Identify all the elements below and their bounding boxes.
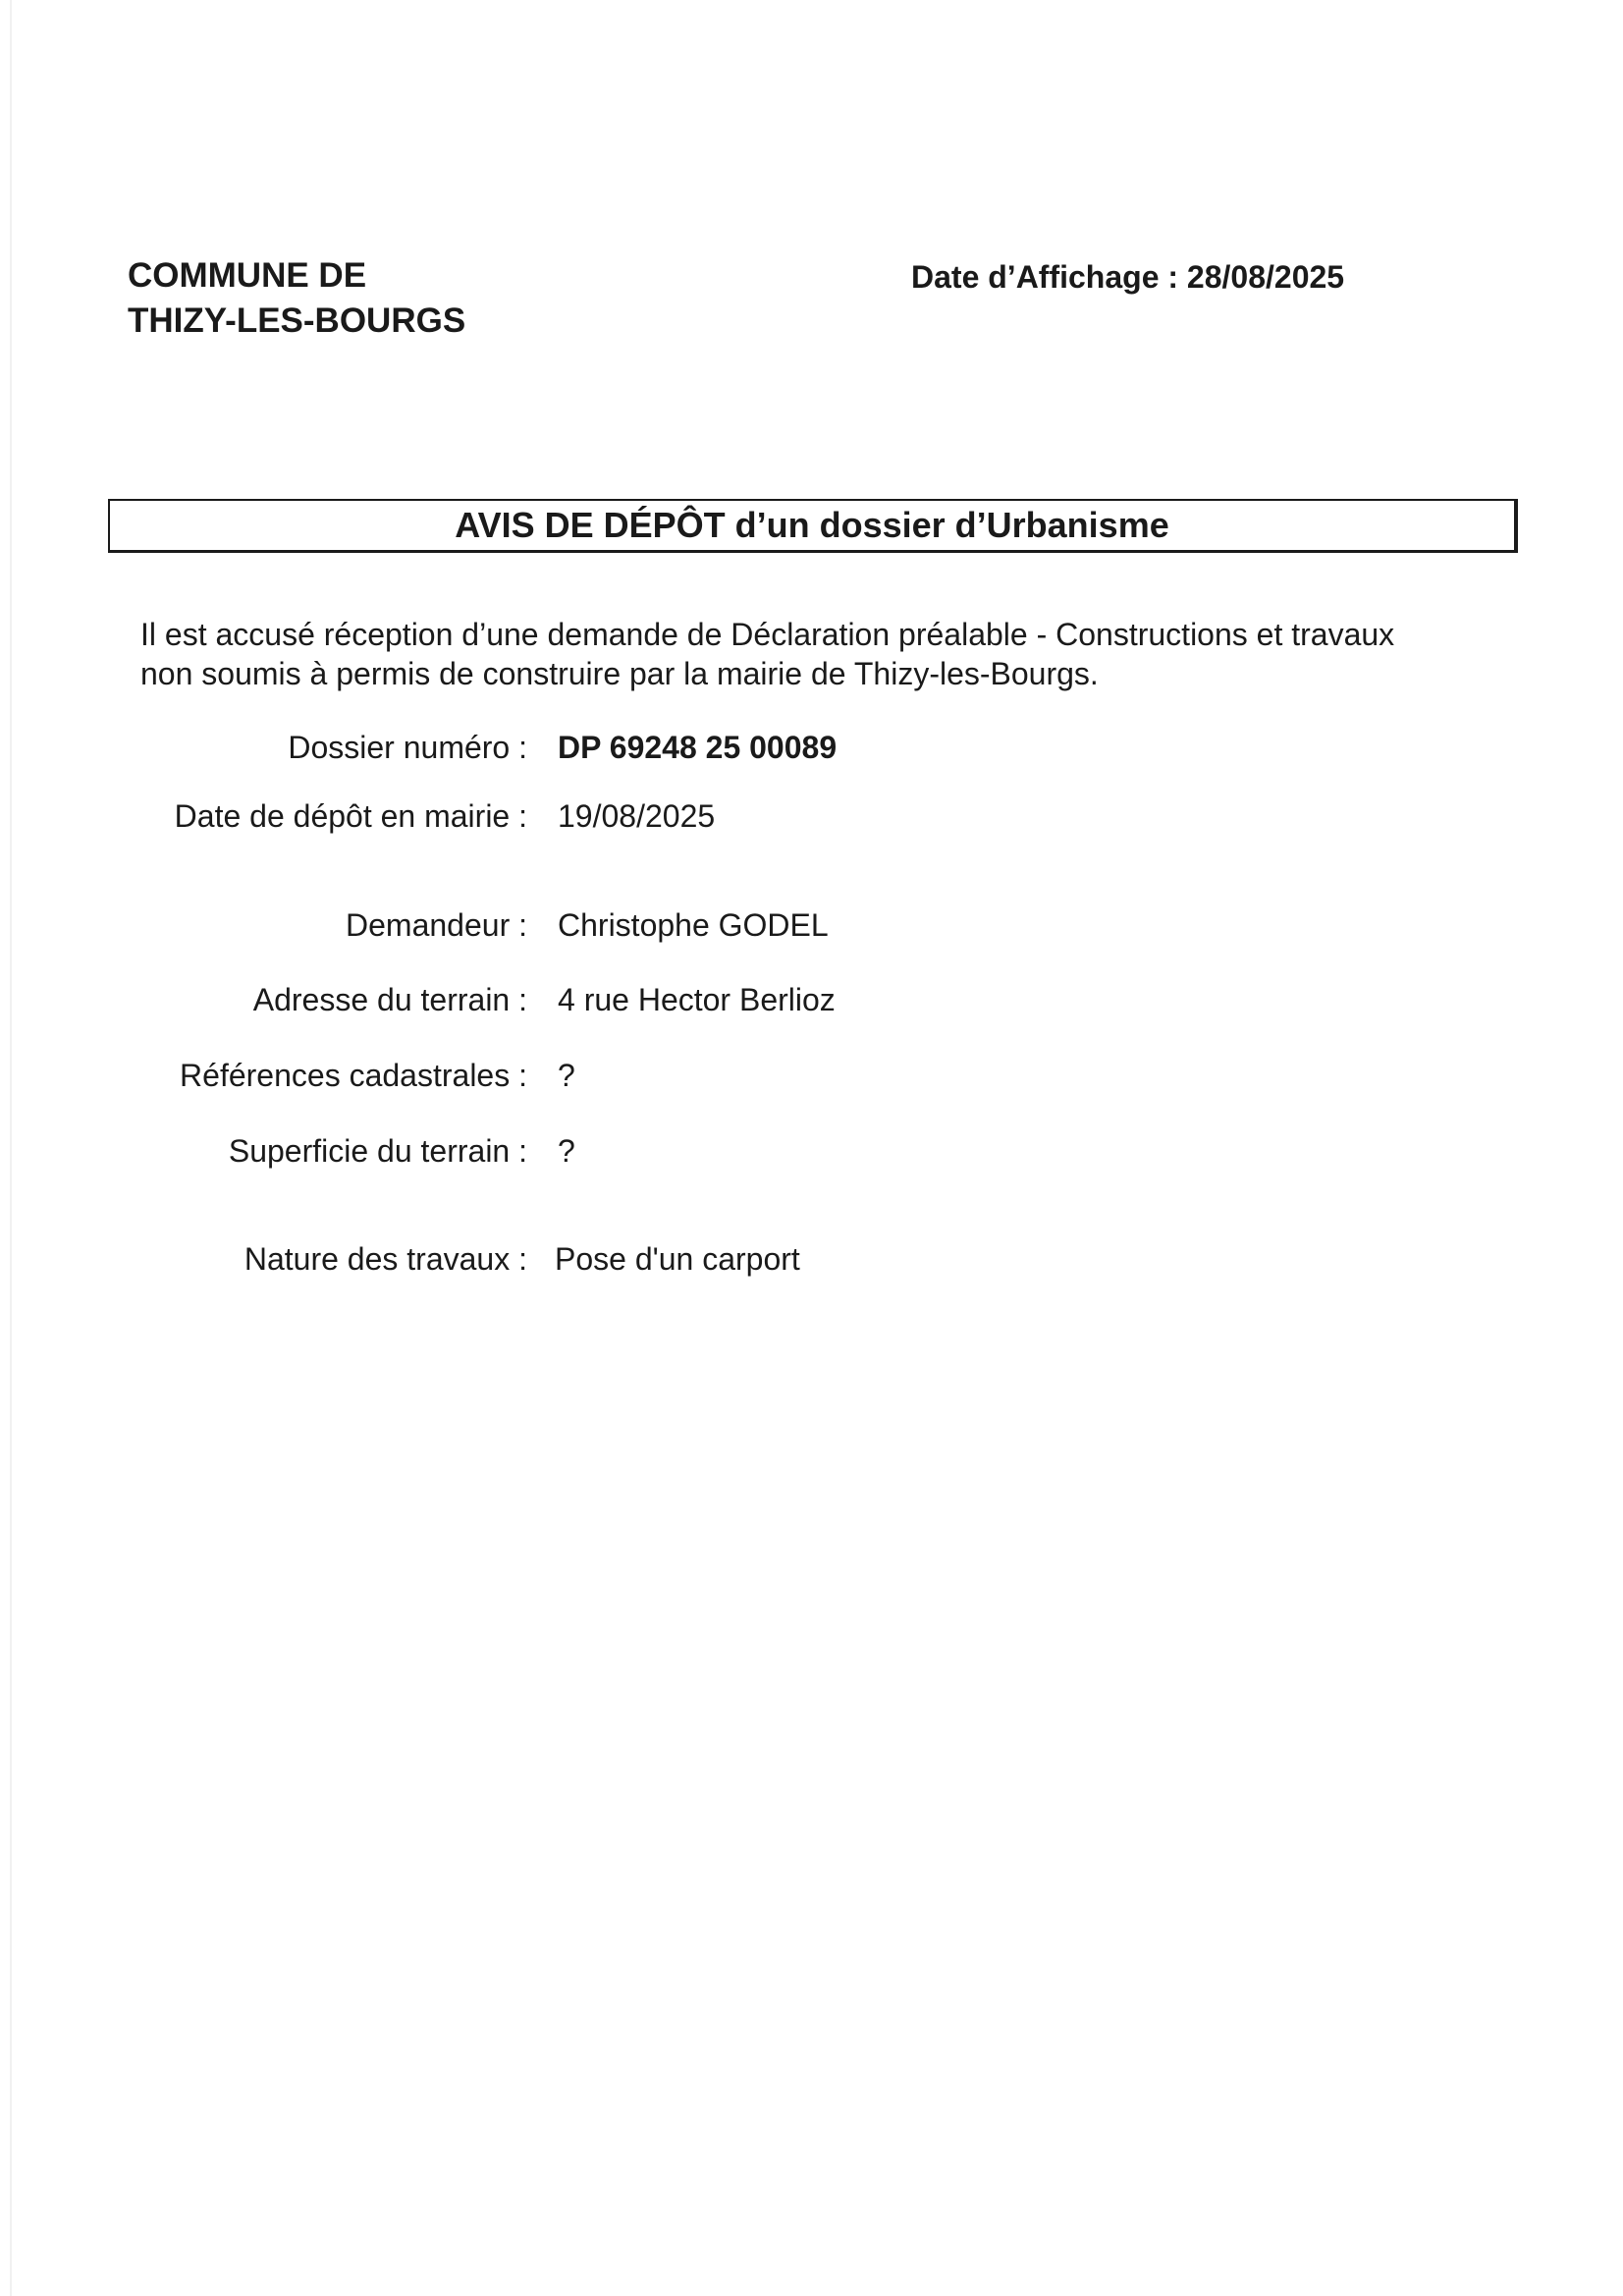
intro-paragraph (140, 615, 1489, 693)
intro-line-1: Il est accusé réception d’une demande de Déclaration préalable - Constructions et travaux (140, 617, 1395, 652)
demandeur-value: Christophe GODEL (558, 907, 829, 943)
document-title: AVIS DE DÉPÔT d’un dossier d’Urbanisme (108, 499, 1518, 553)
adresse-value: 4 rue Hector Berlioz (558, 982, 836, 1017)
nature-label: Nature des travaux : (243, 1241, 527, 1277)
date-depot-label: Date de dépôt en mairie : (174, 798, 527, 834)
adresse-label: Adresse du terrain : (252, 982, 527, 1017)
superficie-value: ? (558, 1133, 575, 1169)
commune-line-2: THIZY-LES-BOURGS (128, 301, 466, 340)
date-affichage: Date d’Affichage : 28/08/2025 (911, 259, 1345, 295)
intro-line-2: non soumis à permis de construire par la mairie de Thizy-les-Bourgs. (140, 656, 1099, 691)
nature-value: Pose d'un carport (555, 1241, 800, 1277)
dossier-value: DP 69248 25 00089 (558, 730, 838, 765)
dossier-label: Dossier numéro : (288, 730, 527, 765)
demandeur-label: Demandeur : (346, 907, 527, 943)
commune-line-1: COMMUNE DE (128, 256, 367, 295)
page-edge (10, 0, 12, 2296)
date-depot-value: 19/08/2025 (558, 798, 716, 834)
superficie-label: Superficie du terrain : (228, 1133, 527, 1169)
references-value: ? (558, 1058, 575, 1093)
commune-name (128, 253, 465, 344)
references-label: Références cadastrales : (180, 1058, 527, 1093)
